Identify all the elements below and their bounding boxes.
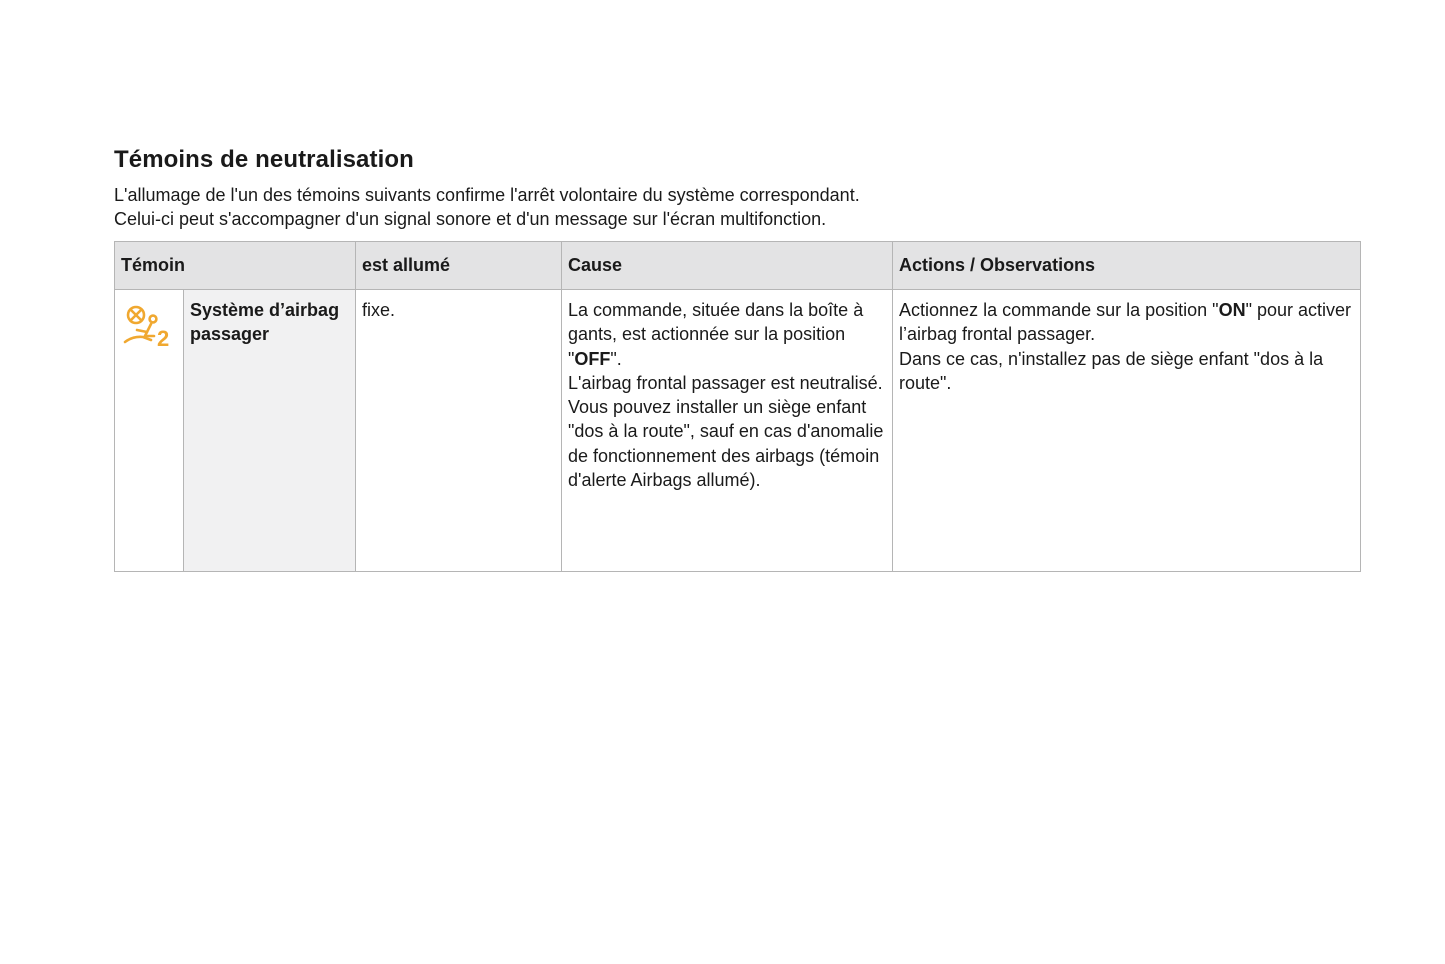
column-header-temoin: Témoin [115, 242, 356, 290]
cause-line-1: La commande, située dans la boîte à gants, est actionnée sur la position "OFF". [568, 300, 864, 369]
actions-cell [893, 290, 1361, 572]
intro-line-1: L'allumage de l'un des témoins suivants confirme l'arrêt volontaire du système correspondant. [114, 185, 860, 205]
intro-text [114, 183, 860, 231]
table-header-row [115, 242, 1361, 290]
column-header-cause: Cause [562, 242, 893, 290]
warning-lights-table [114, 241, 1361, 572]
state-cell: fixe. [356, 290, 562, 572]
column-header-est-allume: est allumé [356, 242, 562, 290]
warning-name-cell: Système d’airbag passager [184, 290, 356, 572]
cause-cell [562, 290, 893, 572]
column-header-actions: Actions / Observations [893, 242, 1361, 290]
passenger-airbag-off-icon [121, 304, 177, 350]
svg-text:2: 2 [157, 326, 170, 350]
icon-cell [115, 290, 184, 572]
cause-line-2: L'airbag frontal passager est neutralisé. [568, 372, 883, 393]
table-row [115, 290, 1361, 572]
intro-line-2: Celui-ci peut s'accompagner d'un signal sonore et d'un message sur l'écran multifonction. [114, 209, 827, 229]
actions-line-1: Actionnez la commande sur la position "ON" pour activer l’airbag frontal passager. [899, 300, 1352, 345]
cause-line-3: Vous pouvez installer un siège enfant "dos à la route", sauf en cas d'anomalie de fonctionnement des airbags (témoin d'alerte Airbags allumé). [568, 397, 884, 491]
actions-line-2: Dans ce cas, n'installez pas de siège enfant "dos à la route". [899, 348, 1324, 393]
page-title: Témoins de neutralisation [114, 146, 414, 173]
